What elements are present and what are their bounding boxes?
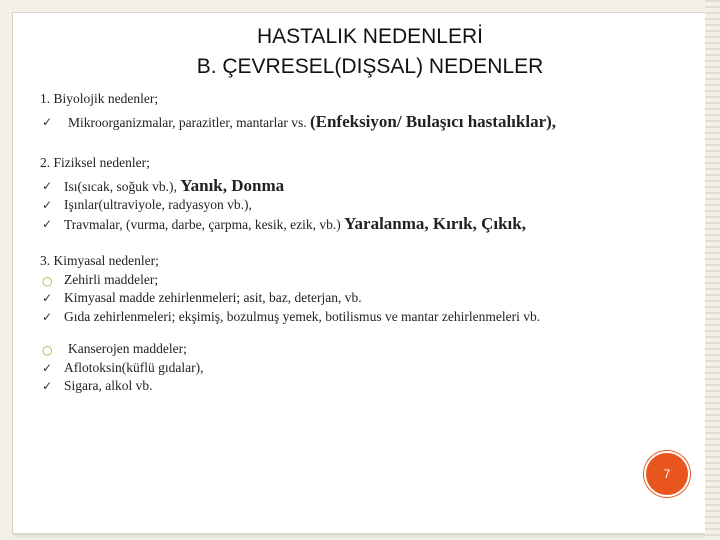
title-line-2: B. ÇEVRESEL(DIŞSAL) NEDENLER: [196, 55, 544, 78]
item-emphasis: Yanık, Donma: [180, 175, 285, 195]
item-text: Işınlar(ultraviyole, radyasyon vb.),: [64, 197, 252, 212]
list-item: [40, 215, 680, 235]
item-text: Aflotoksin(küflü gıdalar),: [64, 359, 204, 375]
item-text: Kimyasal madde zehirlenmeleri; asit, baz, deterjan, vb.: [64, 290, 362, 305]
item-text: Sigara, alkol vb.: [64, 378, 153, 393]
checkmark-icon: ✓: [42, 360, 53, 375]
list-subheading: [40, 340, 680, 359]
item-emphasis: (Enfeksiyon/ Bulaşıcı hastalıklar),: [309, 111, 557, 131]
list-item: [40, 359, 680, 378]
list-item: [40, 196, 680, 215]
item-text: Isı(sıcak, soğuk vb.),: [64, 178, 177, 194]
checkmark-icon: ✓: [42, 291, 53, 305]
subheading-text: Zehirli maddeler;: [64, 271, 159, 287]
checkmark-icon: ✓: [42, 309, 53, 324]
item-text: Travmalar, (vurma, darbe, çarpma, kesik, ezik, vb.): [64, 216, 341, 232]
section-chemical: [40, 252, 680, 396]
item-text: Mikroorganizmalar, parazitler, mantarlar vs.: [68, 114, 307, 130]
section-heading: 1. Biyolojik nedenler;: [40, 91, 159, 106]
decorative-border: [705, 0, 720, 540]
subheading-text: Kanserojen maddeler;: [68, 341, 187, 356]
checkmark-icon: ✓: [42, 379, 53, 393]
slide-title: [60, 22, 680, 82]
circle-bullet-icon: ○: [42, 273, 53, 288]
item-text: Gıda zehirlenmeleri; ekşimiş, bozulmuş yemek, botilismus ve mantar zehirlenmeleri vb.: [64, 308, 541, 324]
checkmark-icon: ✓: [42, 198, 53, 212]
checkmark-icon: ✓: [42, 114, 53, 129]
checkmark-icon: ✓: [42, 216, 53, 231]
circle-bullet-icon: ○: [42, 343, 53, 357]
title-line-1: HASTALIK NEDENLERİ: [256, 25, 483, 48]
section-biological: [40, 90, 680, 132]
item-emphasis: Yaralanma, Kırık, Çıkık,: [344, 213, 526, 233]
section-physical: [40, 154, 680, 234]
list-subheading: [40, 271, 680, 290]
section-heading: 2. Fiziksel nedenler;: [40, 155, 150, 170]
section-heading: 3. Kimyasal nedenler;: [40, 253, 159, 268]
list-item: [40, 177, 680, 197]
list-item: [40, 289, 680, 308]
page-number-badge: 7: [644, 451, 690, 497]
checkmark-icon: ✓: [42, 178, 53, 193]
list-item: [40, 308, 680, 327]
slide-body: [40, 90, 680, 396]
list-item: [40, 377, 680, 396]
list-item: [40, 113, 680, 133]
